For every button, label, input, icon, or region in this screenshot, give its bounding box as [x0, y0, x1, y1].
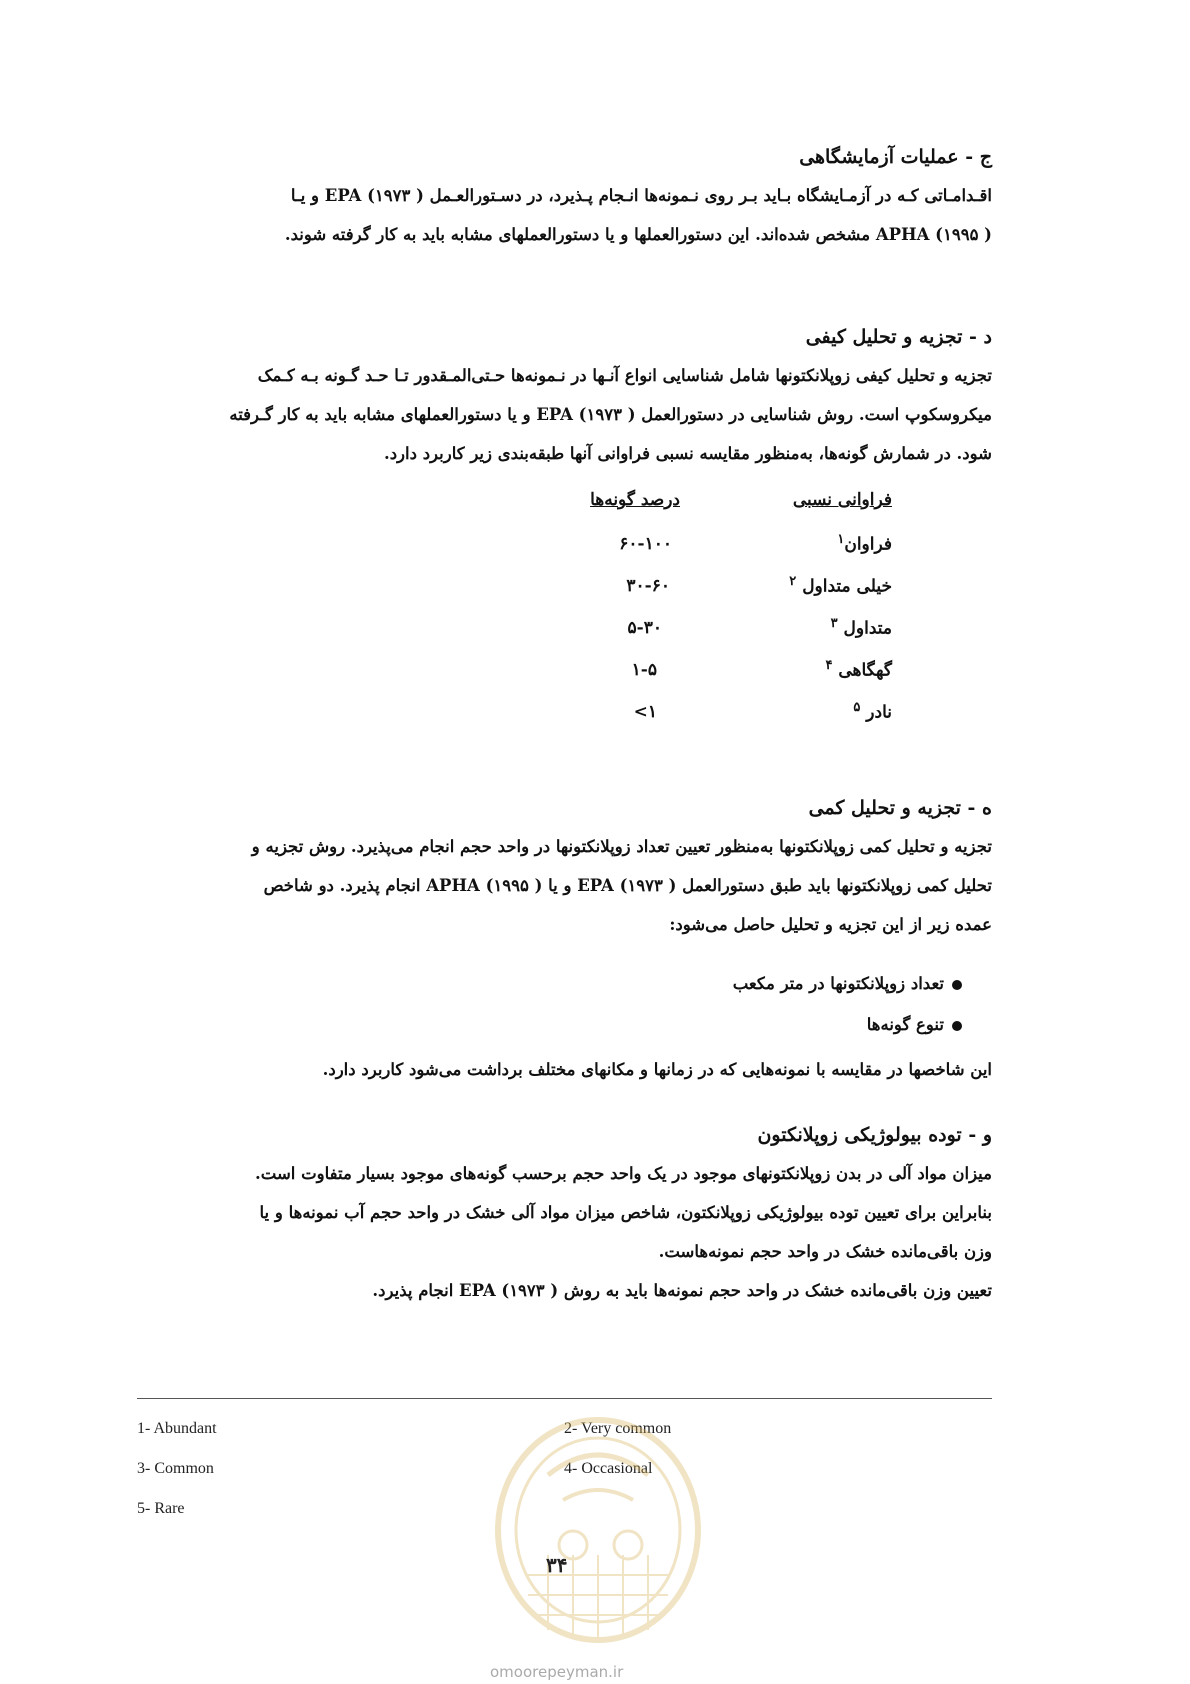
table-row-value: ۱> [633, 702, 657, 722]
section-heading: ج - عملیات آزمایشگاهی [799, 146, 992, 168]
paragraph-line: عمده زیر از این تجزیه و تحلیل حاصل می‌شود: [669, 915, 992, 934]
section-note [137, 1050, 992, 1089]
page-number: ۳۴ [546, 1553, 568, 1577]
section-paragraph [137, 356, 992, 473]
section-heading: و - توده بیولوژیکی زوپلانکتون [757, 1124, 992, 1146]
paragraph-line: تحلیل کمی زوپلانکتونها باید طبق دستورالعمل ( ۱۹۷۳) EPA و یا ( ۱۹۹۵) APHA انجام پذیرد. دو شاخص [263, 876, 992, 895]
section-heading: د - تجزیه و تحلیل کیفی [805, 326, 992, 348]
table-row-value: ۱-۵ [631, 660, 657, 680]
footnote: 5- Rare [137, 1500, 185, 1517]
index-list [137, 963, 992, 1045]
paragraph-line: تجزیه و تحلیل کمی زوپلانکتونها به‌منظور تعیین تعداد زوپلانکتونها در واحد حجم انجام می‌پذیرد. روش تجزیه و [251, 837, 992, 856]
paragraph-line: تعیین وزن باقی‌مانده خشک در واحد حجم نمونه‌ها باید به روش ( ۱۹۷۳) EPA انجام پذیرد. [372, 1281, 992, 1300]
paragraph-line: وزن باقی‌مانده خشک در واحد حجم نمونه‌هاست. [658, 1242, 992, 1261]
table-row-label: متداول $^۳$ [830, 616, 892, 639]
section-paragraph [137, 176, 992, 254]
table-row-label: نادر $^۵$ [853, 700, 892, 723]
abundance-table [137, 490, 992, 740]
table-row-label: خیلی متداول $^۲$ [789, 574, 892, 597]
section-qualitative-analysis [137, 322, 992, 473]
list-item: تعداد زوپلانکتونها در متر مکعب [137, 963, 992, 1004]
paragraph-line: اقـدامـاتی کـه در آزمـایشگاه بـاید بـر روی نـمونه‌ها انـجام پـذیرد، در دسـتورالعـمل ( ۱۹۷۳) EPA و یـا [290, 186, 992, 205]
table-header-species-percent: درصد گونه‌ها [590, 490, 680, 510]
footnote: 3- Common [137, 1460, 214, 1477]
footnote-divider [137, 1398, 992, 1399]
footnote: 2- Very common [564, 1420, 672, 1437]
logo-stamp-icon [478, 1405, 718, 1655]
section-biomass [137, 1120, 992, 1310]
paragraph-line: شود. در شمارش گونه‌ها، به‌منظور مقایسه نسبی فراوانی آنها طبقه‌بندی زیر کاربرد دارد. [383, 444, 992, 463]
table-row-label: فراوان$^۱$ [837, 532, 892, 555]
table-row-value: ۵-۳۰ [627, 618, 662, 638]
section-quantitative-analysis [137, 793, 992, 944]
paragraph-line: میکروسکوپ است. روش شناسایی در دستورالعمل ( ۱۹۷۳) EPA و یا دستورالعملهای مشابه باید به کار گـرفته [229, 405, 992, 424]
bullet-icon [952, 980, 962, 990]
paragraph-line: ( ۱۹۹۵) APHA مشخص شده‌اند. این دستورالعملها و یا دستورالعملهای مشابه باید به کار گرفته شوند. [284, 225, 992, 244]
table-row-label: گهگاهی $^۴$ [825, 658, 892, 681]
bullet-icon [952, 1021, 962, 1031]
list-item: تنوع گونه‌ها [137, 1004, 992, 1045]
table-row-value: ۶۰-۱۰۰ [619, 534, 672, 554]
paragraph-line: میزان مواد آلی در بدن زوپلانکتونهای موجود در یک واحد حجم برحسب گونه‌های موجود بسیار متفاوت است. [255, 1164, 992, 1183]
section-heading: ه - تجزیه و تحلیل کمی [808, 797, 992, 819]
footnote: 1- Abundant [137, 1420, 217, 1437]
paragraph-line: این شاخصها در مقایسه با نمونه‌هایی که در زمانها و مکانهای مختلف برداشت می‌شود کاربرد دارد. [322, 1060, 992, 1079]
watermark: omoorepeyman.ir [490, 1663, 624, 1681]
table-row-value: ۳۰-۶۰ [626, 576, 670, 596]
table-header-relative-abundance: فراوانی نسبی [792, 490, 892, 510]
section-paragraph [137, 827, 992, 944]
section-paragraph [137, 1154, 992, 1310]
paragraph-line: بنابراین برای تعیین توده بیولوژیکی زوپلانکتون، شاخص میزان مواد آلی خشک در واحد حجم آب نمونه‌ها و یا [259, 1203, 992, 1222]
paragraph-line: تجزیه و تحلیل کیفی زوپلانکتونها شامل شناسایی انواع آنـها در نـمونه‌ها حـتی‌المـقدور تـا حـد گـونه بـه کـمک [257, 366, 992, 385]
section-lab-operations [137, 142, 992, 254]
footnote: 4- Occasional [564, 1460, 653, 1477]
